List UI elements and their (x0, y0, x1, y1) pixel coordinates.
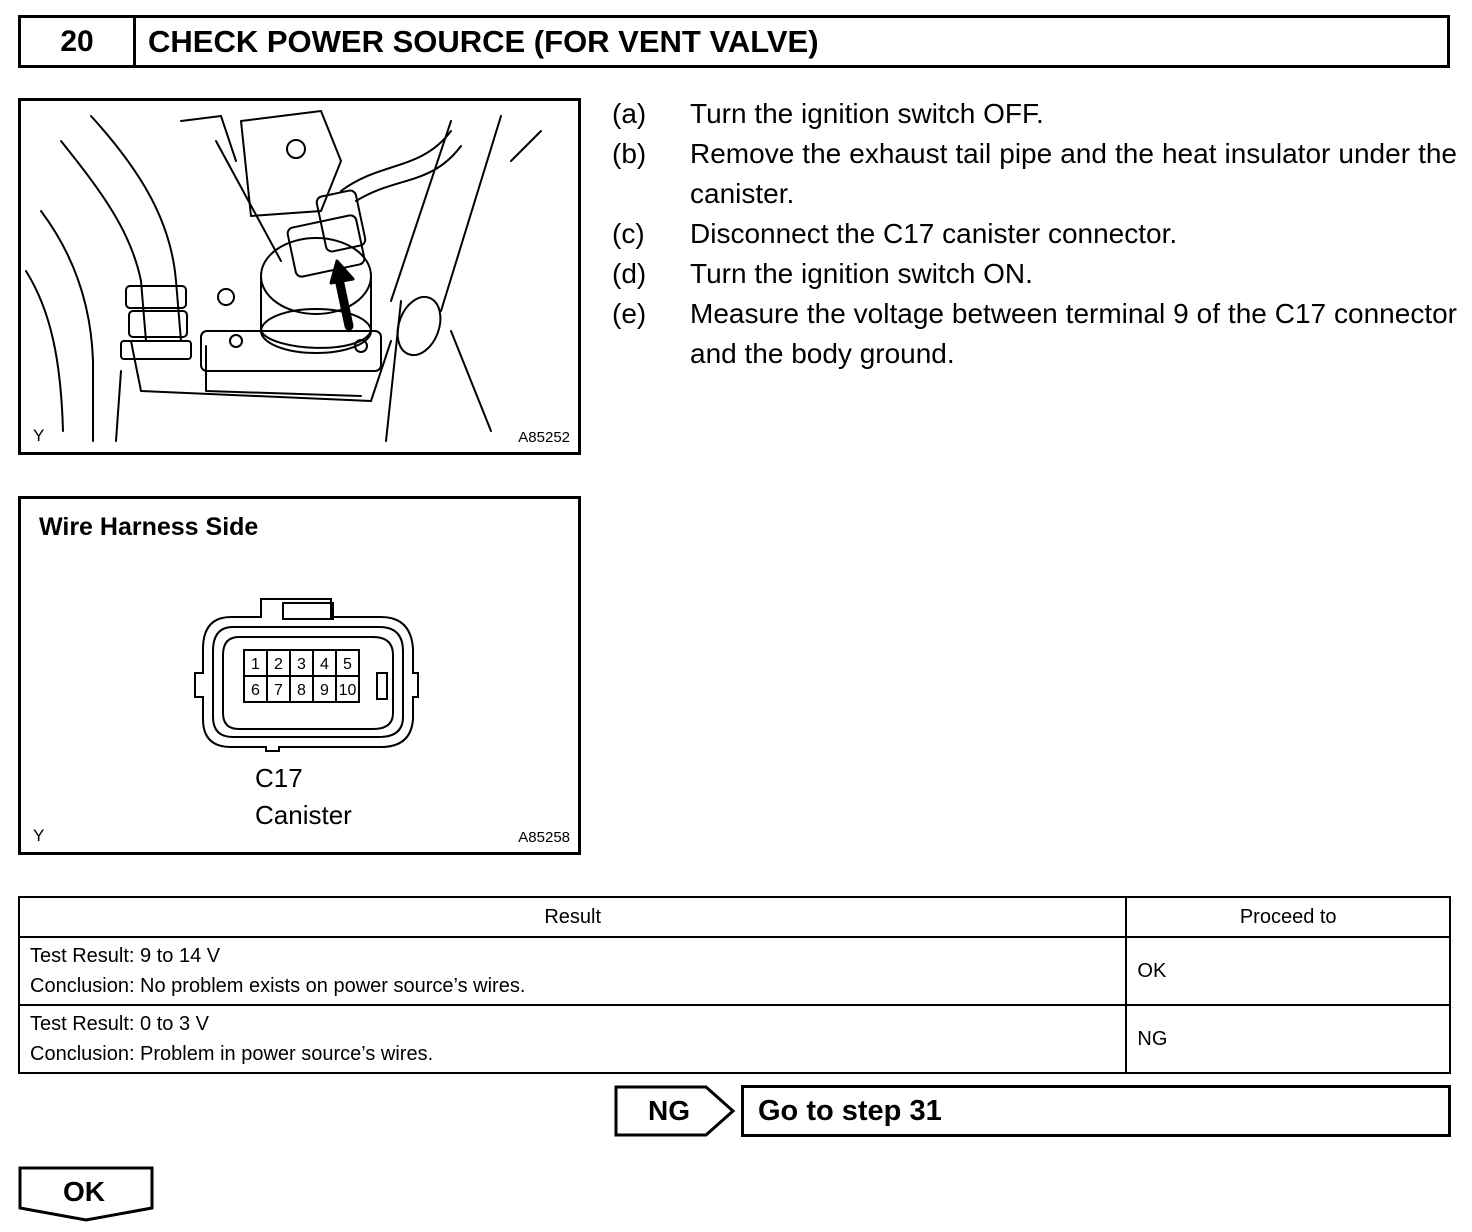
terminal-grid (243, 649, 361, 703)
step-text: Measure the voltage between terminal 9 of the C17 connector and the body ground. (690, 298, 1457, 369)
terminal-label: 8 (297, 682, 306, 699)
column-header-proceed: Proceed to (1126, 897, 1450, 937)
step-item (612, 214, 1457, 254)
wire-harness-side-label: Wire Harness Side (39, 513, 259, 541)
terminal-label: 7 (274, 682, 283, 699)
step-text: Disconnect the C17 canister connector. (690, 218, 1178, 249)
test-result-text: Test Result: 0 to 3 V (30, 1013, 209, 1035)
step-marker: (e) (612, 298, 647, 329)
terminal-label: 6 (251, 682, 260, 699)
ng-label: NG (648, 1095, 690, 1126)
step-marker: (b) (612, 138, 647, 169)
figure2-corner-mark: Y (33, 826, 45, 845)
terminal-label: 5 (343, 656, 352, 673)
ng-flow-box (614, 1085, 736, 1137)
step-title: CHECK POWER SOURCE (FOR VENT VALVE) (148, 23, 819, 59)
terminal-label: 3 (297, 656, 306, 673)
step-marker: (a) (612, 98, 647, 129)
table-row (19, 1005, 1450, 1073)
column-header-result: Result (19, 897, 1126, 937)
step-text: Turn the ignition switch OFF. (690, 98, 1044, 129)
ok-label: OK (63, 1176, 105, 1207)
engine-bay-drawing (21, 101, 578, 452)
step-text: Turn the ignition switch ON. (690, 258, 1033, 289)
canister-location-illustration (18, 98, 581, 455)
terminal-label: 10 (338, 682, 357, 699)
step-item (612, 134, 1457, 214)
ng-goto-box: Go to step 31 (741, 1085, 1451, 1137)
step-marker: (c) (612, 218, 645, 249)
table-row (19, 937, 1450, 1005)
terminal-label: 1 (251, 656, 260, 673)
result-table (18, 896, 1451, 1074)
terminal-label: 9 (320, 682, 329, 699)
step-item (612, 294, 1457, 374)
step-marker: (d) (612, 258, 647, 289)
ok-flow-box (18, 1166, 156, 1222)
figure1-corner-mark: Y (33, 426, 45, 445)
conclusion-text: Conclusion: Problem in power source’s wires. (30, 1043, 434, 1065)
result-cell (19, 1005, 1126, 1073)
figure1-code: A85252 (518, 429, 570, 446)
step-number: 20 (21, 18, 136, 65)
step-header (18, 15, 1450, 68)
figure2-code: A85258 (518, 829, 570, 846)
connector-name: Canister (255, 800, 352, 830)
proceed-cell: OK (1126, 937, 1450, 1005)
test-result-text: Test Result: 9 to 14 V (30, 945, 221, 967)
terminal-label: 2 (274, 656, 283, 673)
terminal-label: 4 (320, 656, 329, 673)
step-text: Remove the exhaust tail pipe and the heat insulator under the canister. (690, 138, 1457, 209)
procedure-steps (612, 94, 1457, 374)
table-header-row (19, 897, 1450, 937)
step-item (612, 254, 1457, 294)
connector-diagram (18, 496, 581, 855)
step-item (612, 94, 1457, 134)
result-cell (19, 937, 1126, 1005)
connector-id: C17 (255, 763, 303, 793)
conclusion-text: Conclusion: No problem exists on power source’s wires. (30, 975, 526, 997)
proceed-cell: NG (1126, 1005, 1450, 1073)
